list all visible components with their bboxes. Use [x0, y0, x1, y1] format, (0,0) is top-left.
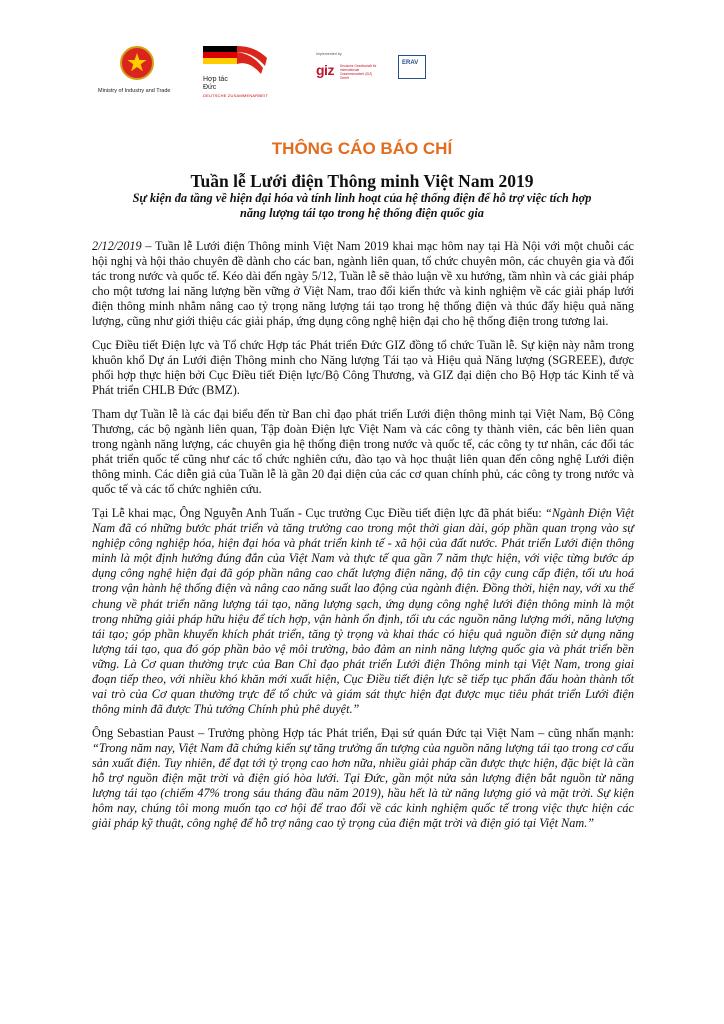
vietnam-emblem-icon — [120, 46, 154, 80]
paragraph-1-text: – Tuần lễ Lưới điện Thông minh Việt Nam 2019 khai mạc hôm nay tại Hà Nội với một chuỗi các hội nghị và hội thảo chuyên đề dành cho các ban, ngành liên quan, tổ chức chuyên môn, các chuyên gia và đối tác trong nước và quốc tế. Kéo dài đến ngày 5/12, Tuần lễ sẽ thảo luận về xu hướng, tầm nhìn và các giải pháp cho một tương lai năng lượng bền vững ở Việt Nam, trao đổi kiến thức và kinh nghiệm về các giải pháp lưới điện thông minh nhằm nâng cao tỷ trọng năng lượng tái tạo trong hệ thống điện và thúc đẩy hiệu quả năng lượng, cũng như giới thiệu các giải pháp, ứng dụng công nghệ hiện đại cho hệ thống điện trong tương lai. — [92, 239, 634, 329]
paragraph-5-quote: “Trong năm nay, Việt Nam đã chứng kiến sự tăng trưởng ấn tượng của nguồn năng lượng tái tạo trong cơ cấu sản xuất điện. Tuy nhiên, để đạt tới tỷ trọng cao hơn nữa, nhiều giải pháp cần được thực hiện, đặc biệt là cần hỗ trợ nguồn điện mặt trời và điện gió hòa lưới. Tại Đức, gần một nửa sản lượng điện bắt nguồn từ năng lượng tái tạo (chiếm 47% trong sáu tháng đầu năm 2019), hầu hết là từ năng lượng gió và mặt trời. Sự kiện hôm nay, chúng tôi mong muốn tạo cơ hội để trao đổi về các kinh nghiệm quốc tế trong việc thực hiện các giải pháp kỹ thuật, công nghệ để hỗ trợ nâng cao tỷ trọng của điện mặt trời và điện gió tại Việt Nam.” — [92, 740, 634, 831]
hoptac-label — [203, 76, 268, 100]
paragraph-4 — [92, 506, 634, 717]
giz-logo-text: giz — [316, 62, 334, 78]
paragraph-5-intro: Ông Sebastian Paust – Trưởng phòng Hợp tác Phát triển, Đại sứ quán Đức tại Việt Nam – cũng nhấn mạnh: — [92, 725, 634, 740]
page-title: Tuần lễ Lưới điện Thông minh Việt Nam 2019 — [190, 171, 534, 191]
erav-logo-text: ERAV — [402, 60, 419, 66]
release-date: 2/12/2019 — [92, 239, 142, 253]
erav-logo-box — [398, 55, 426, 79]
paragraph-5 — [92, 726, 634, 832]
paragraph-4-quote: “Ngành Điện Việt Nam đã có những bước phát triển và tăng trưởng cao trong một thời gian dài, góp phần quan trọng vào sự nghiệp công nghiệp hóa, hiện đại hóa và phát triển kinh tế - xã hội của đất nước. Phát triển Lưới điện thông minh là một định hướng đúng đắn của Việt Nam và thực tế qua gần 7 năm thực hiện, với việc từng bước áp dụng công nghệ hiện đại đã góp phần nâng cao chất lượng điện năng, độ tin cậy cung cấp điện, tối ưu hoá trong vận hành hệ thống điện và nâng cao năng suất lao động của ngành điện. Đồng thời, hiện nay, với xu thế chung về phát triển năng lượng tái tạo, năng lượng sạch, ứng dụng công nghệ lưới điện thông minh là một trong những giải pháp hữu hiệu để tích hợp, vận hành ổn định, tối ưu các nguồn năng lượng mới, năng lượng tái tạo; góp phần khuyến khích phát triển, tăng tỷ trọng và khai thác có hiệu quả nguồn điện sử dụng năng lượng tái tạo, qua đó góp phần bảo vệ môi trường, bảo đảm an ninh năng lượng quốc gia và phát triển bền vững. Là Cơ quan thường trực của Ban Chỉ đạo phát triển Lưới điện Thông minh tại Việt Nam, trong giai đoạn tiếp theo, với nhiều khó khăn mới xuất hiện, Cục Điều tiết điện lực sẽ tiếp tục phấn đấu hoàn thành tốt vai trò của Cơ quan thường trực để tổ chức và giám sát thực hiện đạt được mục tiêu phát triển Lưới điện thông minh đã được Thủ tướng Chính phủ phê duyệt.” — [92, 506, 634, 717]
paragraph-3: Tham dự Tuần lễ là các đại biểu đến từ Ban chỉ đạo phát triển Lưới điện thông minh tại Việt Nam, Bộ Công Thương, các bộ ngành liên quan, Tập đoàn Điện lực Việt Nam và các công ty thành viên, các bên liên quan trong ngành năng lượng, các chuyên gia hệ thống điện trong nước và quốc tế, các công ty tư nhân, các đối tác phát triển quốc tế cũng như các tổ chức nghiên cứu, đào tạo và học thuật liên quan đến công nghệ Lưới điện thông minh. Các diễn giả của Tuần lễ là gần 20 đại diện của các cơ quan chính phủ, các công ty trong nước và quốc tế và các tổ chức nghiên cứu. — [92, 406, 634, 497]
hoptac-line1: Hợp tác — [203, 76, 228, 83]
page-subtitle: Sự kiện đa tầng về hiện đại hóa và tính linh hoạt của hệ thống điện để hỗ trợ việc tích hợp năng lượng tái tạo trong hệ thống điện quốc gia — [132, 191, 592, 220]
paragraph-1 — [92, 239, 634, 330]
hoptac-small: DEUTSCHE ZUSAMMENARBEIT — [203, 93, 269, 98]
paragraph-2: Cục Điều tiết Điện lực và Tổ chức Hợp tác Phát triển Đức GIZ đồng tổ chức Tuần lễ. Sự kiện này nằm trong khuôn khổ Dự án Lưới điện Thông minh cho Năng lượng Tái tạo và Hiệu quả Năng lượng (SGREEE), được phối hợp thực hiện bởi Cục Điều tiết Điện lực/Bộ Công Thương, và GIZ đại diện cho Bộ Hợp tác Kinh tế và Phát triển CHLB Đức (BMZ). — [92, 338, 634, 398]
ministry-label: Ministry of Industry and Trade — [98, 88, 171, 94]
press-release-heading: THÔNG CÁO BÁO CHÍ — [271, 139, 453, 158]
giz-subtext: Deutsche Gesellschaft für Internationale Zusammenarbeit (GIZ) GmbH — [340, 64, 377, 80]
hoptac-line2: Đức — [203, 84, 217, 91]
giz-implemented-label: Implemented by — [316, 52, 342, 56]
article-body — [92, 239, 634, 840]
paragraph-4-intro: Tại Lễ khai mạc, Ông Nguyễn Anh Tuấn - Cục trưởng Cục Điều tiết điện lực đã phát biểu: — [92, 506, 546, 520]
logo-bar — [0, 40, 724, 100]
